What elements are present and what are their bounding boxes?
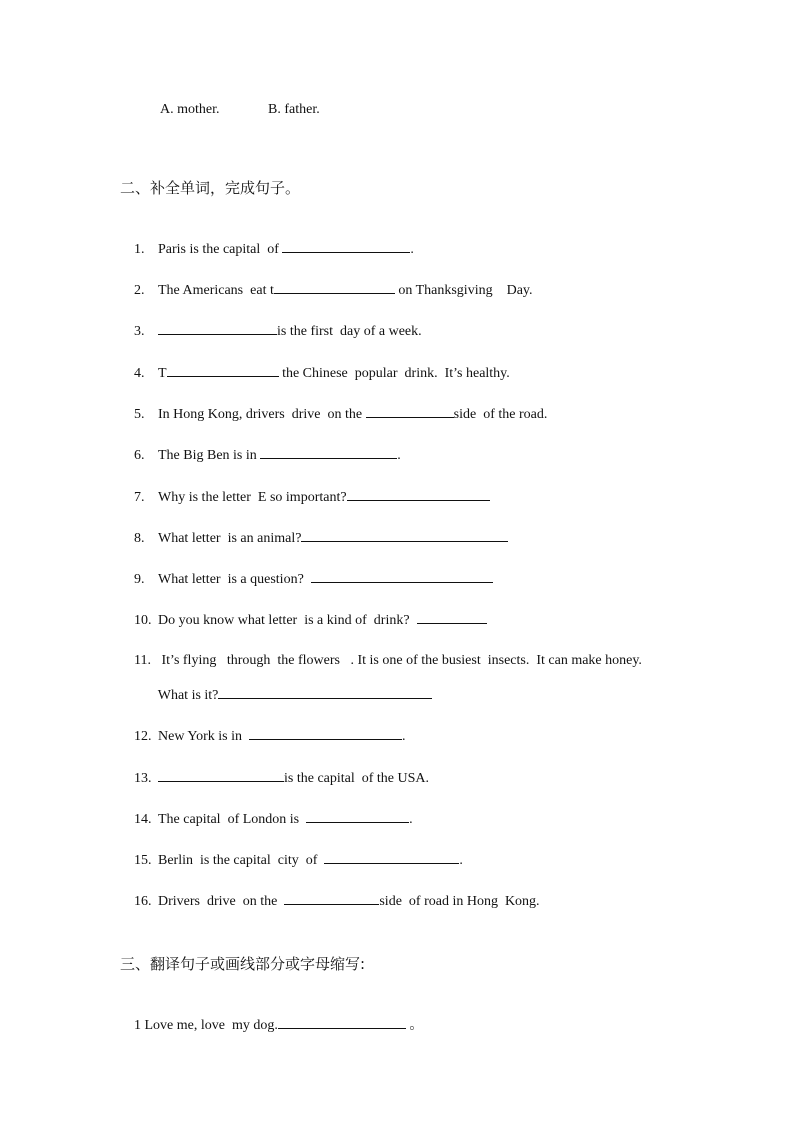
question-text-after: is the first day of a week. <box>277 324 422 339</box>
question-number: 13. <box>134 771 152 786</box>
question-text: T <box>158 366 167 381</box>
answer-blank[interactable] <box>284 891 379 905</box>
answer-blank[interactable] <box>324 850 459 864</box>
answer-blank[interactable] <box>167 363 279 377</box>
answer-blank[interactable] <box>260 445 397 459</box>
section3-heading: 三、翻译句子或画线部分或字母缩写: <box>120 955 366 973</box>
answer-blank[interactable] <box>249 726 402 740</box>
question-text: It’s flying through the flowers . It is one of the busiest insects. It can make honey. <box>158 653 642 668</box>
question-number: 4. <box>134 366 145 381</box>
answer-blank[interactable] <box>158 768 284 782</box>
question-text: 1 Love me, love my dog. <box>134 1018 278 1033</box>
question-number: 2. <box>134 283 145 298</box>
question-number: 14. <box>134 812 152 827</box>
answer-blank[interactable] <box>301 528 508 542</box>
translation-question-1 <box>120 997 423 1053</box>
question-text: What is it? <box>157 688 219 703</box>
answer-blank[interactable] <box>311 569 493 583</box>
answer-blank[interactable] <box>306 809 409 823</box>
answer-blank[interactable] <box>278 1015 406 1029</box>
question-text: What letter is a question? <box>158 572 311 587</box>
question-text: Drivers drive on the <box>158 894 285 909</box>
answer-blank[interactable] <box>158 321 277 335</box>
question-text: The capital of London is <box>158 812 307 827</box>
question-number: 15. <box>134 853 152 868</box>
question-number: 6. <box>134 448 145 463</box>
question-text-after: on Thanksgiving Day. <box>394 283 533 298</box>
answer-blank[interactable] <box>366 404 454 418</box>
question-text: Berlin is the capital city of <box>158 853 325 868</box>
question-text-after: . <box>397 448 401 463</box>
question-text: Paris is the capital of <box>158 242 283 257</box>
question-text: What letter is an animal? <box>158 531 302 546</box>
question-text-after: is the capital of the USA. <box>284 771 430 786</box>
question-text-after: . <box>410 242 414 257</box>
question-text-after: side of the road. <box>453 407 548 422</box>
question-number: 8. <box>134 531 145 546</box>
question-number: 12. <box>134 729 152 744</box>
answer-blank[interactable] <box>218 685 432 699</box>
question-number: 1. <box>134 242 145 257</box>
question-text: In Hong Kong, drivers drive on the <box>158 407 366 422</box>
question-number: 3. <box>134 324 145 339</box>
question-text: New York is in <box>158 729 250 744</box>
section2-heading: 二、补全单词，完成句子。 <box>120 179 301 197</box>
answer-blank[interactable] <box>282 239 410 253</box>
answer-blank[interactable] <box>417 610 487 624</box>
question-text: Do you know what letter is a kind of drink? <box>158 613 417 628</box>
option-b: B. father. <box>268 102 320 117</box>
answer-blank[interactable] <box>347 487 490 501</box>
question-text: The Big Ben is in <box>158 448 261 463</box>
option-a: A. mother. <box>160 102 220 117</box>
question-number: 9. <box>134 572 145 587</box>
question-text-after: the Chinese popular drink. It’s healthy. <box>278 366 510 381</box>
question-text-after: . <box>459 853 463 868</box>
question-text-after: side of road in Hong Kong. <box>379 894 540 909</box>
question-text-after: . <box>402 729 406 744</box>
question-text: Why is the letter E so important? <box>158 490 347 505</box>
question-number: 16. <box>134 894 152 909</box>
question-number: 11. <box>134 653 151 668</box>
answer-blank[interactable] <box>274 280 395 294</box>
question-16 <box>120 873 540 929</box>
question-number: 7. <box>134 490 145 505</box>
question-number: 5. <box>134 407 145 422</box>
question-number: 10. <box>134 613 152 628</box>
question-text: The Americans eat t <box>158 283 274 298</box>
question-text-after: 。 <box>405 1018 424 1033</box>
question-text-after: . <box>409 812 413 827</box>
